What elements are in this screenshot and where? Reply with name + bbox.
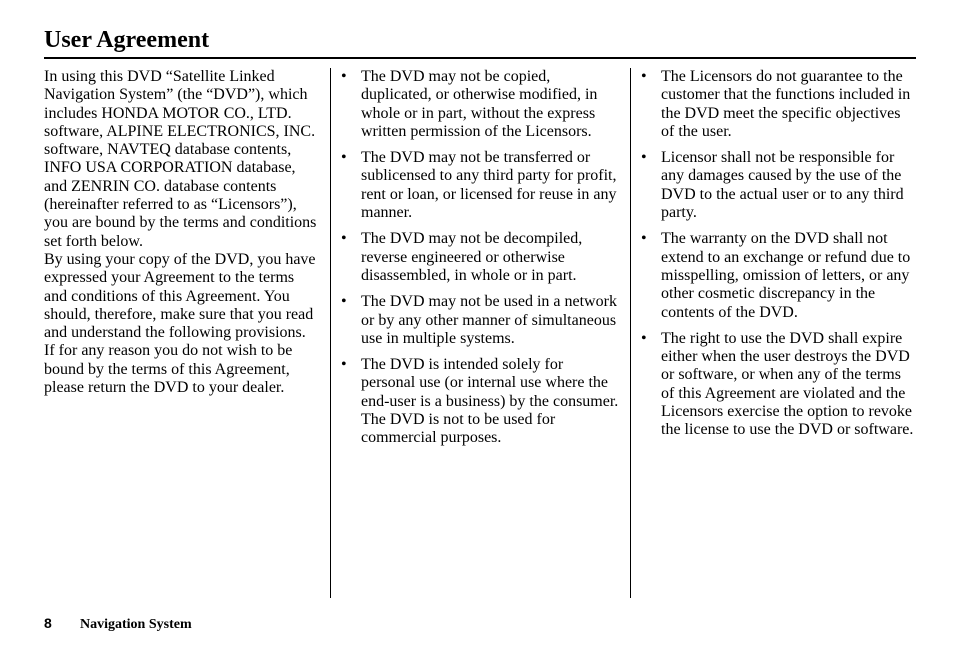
page-footer	[44, 614, 192, 634]
disclaimers-list	[641, 68, 917, 440]
column-divider	[330, 68, 331, 598]
page-title: User Agreement	[44, 27, 210, 53]
list-item-text: The DVD may not be decompiled, reverse engineered or otherwise disassembled, in whole or in part.	[361, 230, 583, 284]
bullet-icon: •	[641, 230, 647, 248]
page-number: 8	[44, 615, 52, 631]
list-item	[641, 68, 917, 141]
column-restrictions	[341, 68, 619, 456]
bullet-icon: •	[341, 293, 347, 311]
list-item	[341, 293, 619, 348]
bullet-icon: •	[341, 230, 347, 248]
list-item	[341, 149, 619, 222]
list-item	[641, 230, 917, 321]
agreement-paragraph: By using your copy of the DVD, you have expressed your Agreement to the terms and conditions of this Agreement. You should, therefore, make sure that you read and understand the following provisions. If for any reason you do not wish to be bound by the terms of this Agreement, please return the DVD to your dealer.	[44, 250, 316, 397]
title-rule	[44, 57, 916, 59]
list-item-text: The right to use the DVD shall expire either when the user destroys the DVD or software, or when any of the terms of this Agreement are violated and the Licensors exercise the option to revoke the license to use the DVD or software.	[661, 329, 914, 439]
column-disclaimers	[641, 68, 917, 448]
list-item	[641, 330, 917, 440]
bullet-icon: •	[341, 149, 347, 167]
bullet-icon: •	[641, 329, 647, 347]
bullet-icon: •	[641, 68, 647, 85]
restrictions-list	[341, 68, 619, 448]
bullet-icon: •	[341, 356, 347, 374]
list-item-text: Licensor shall not be responsible for any damages caused by the use of the DVD to the actual user or to any third party.	[661, 149, 904, 222]
list-item	[641, 149, 917, 222]
list-item	[341, 356, 619, 447]
list-item	[341, 230, 619, 285]
bullet-icon: •	[641, 149, 647, 167]
column-intro	[44, 68, 320, 397]
list-item-text: The Licensors do not guarantee to the customer that the functions included in the DVD meet the specific objectives of the user.	[661, 68, 911, 140]
list-item	[341, 68, 619, 141]
list-item-text: The warranty on the DVD shall not extend to an exchange or refund due to misspelling, omission of letters, or any other cosmetic discrepancy in the contents of the DVD.	[661, 230, 911, 321]
column-divider	[630, 68, 631, 598]
intro-paragraph: In using this DVD “Satellite Linked Navigation System” (the “DVD”), which includes HONDA MOTOR CO., LTD. software, ALPINE ELECTRONICS, INC. software, NAVTEQ database contents, INFO USA CORPORATION database, and ZENRIN CO. database contents (hereinafter referred to as “Licensors”), you are bound by the terms and conditions set forth below.	[44, 68, 317, 250]
list-item-text: The DVD may not be copied, duplicated, or otherwise modified, in whole or in part, without the express written permission of the Licensors.	[361, 68, 598, 140]
footer-section-label: Navigation System	[80, 617, 192, 632]
list-item-text: The DVD may not be used in a network or by any other manner of simultaneous use in multiple systems.	[361, 293, 617, 347]
list-item-text: The DVD may not be transferred or sublicensed to any third party for profit, rent or loan, or licensed for reuse in any manner.	[361, 149, 617, 222]
bullet-icon: •	[341, 68, 347, 85]
list-item-text: The DVD is intended solely for personal use (or internal use where the end-user is a business) by the consumer. The DVD is not to be used for commercial purposes.	[361, 356, 619, 447]
